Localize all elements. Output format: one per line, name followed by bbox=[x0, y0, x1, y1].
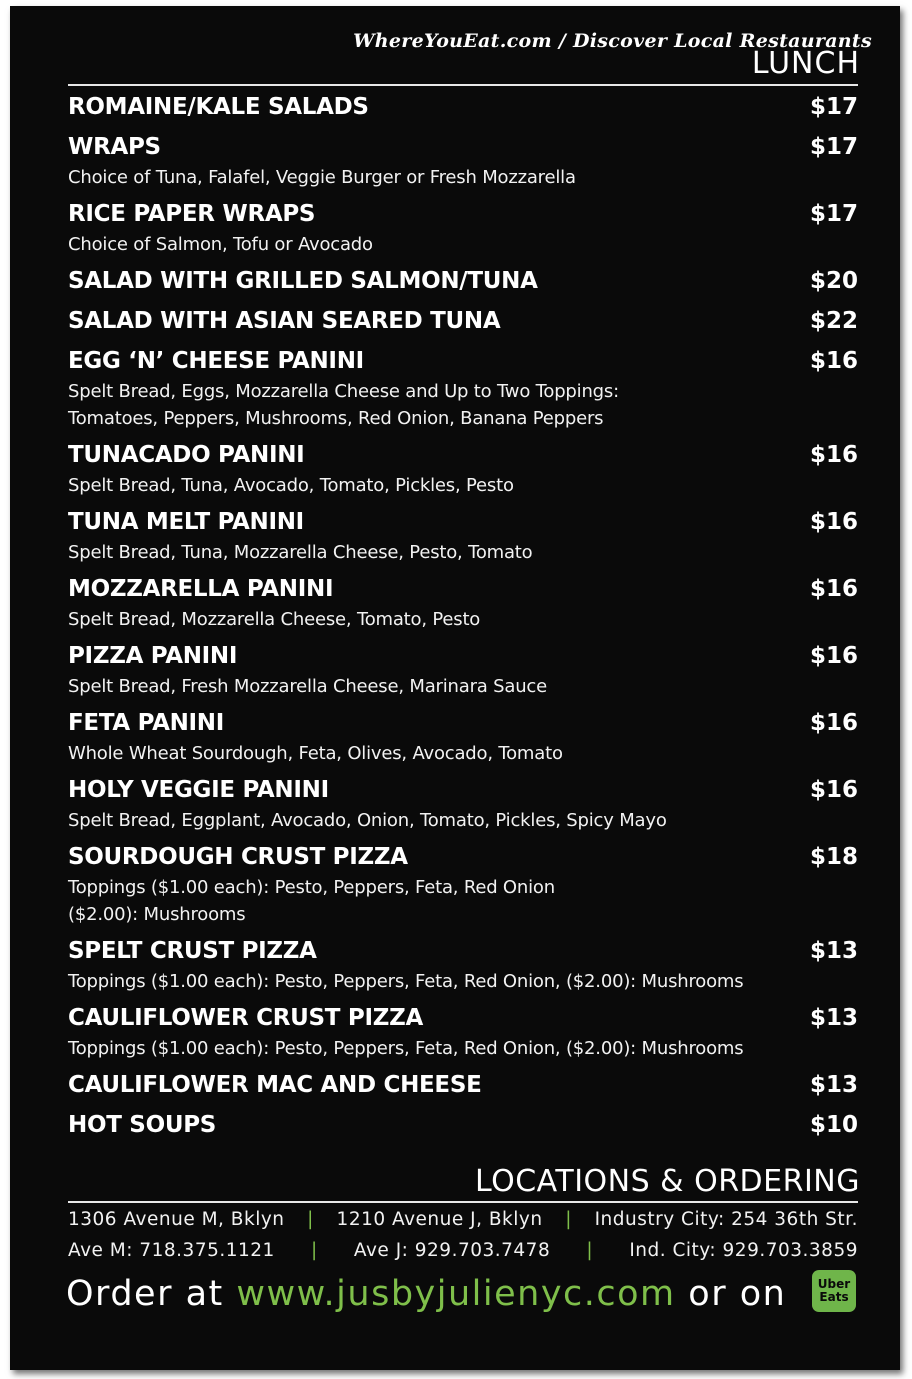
menu-item-description: Spelt Bread, Mozzarella Cheese, Tomato, Pesto bbox=[68, 609, 481, 630]
menu-item-price: $16 bbox=[809, 442, 858, 468]
menu-item bbox=[68, 840, 858, 928]
menu-item-description: Spelt Bread, Eggs, Mozzarella Cheese and Up to Two Toppings: bbox=[68, 381, 619, 402]
menu-item bbox=[68, 505, 858, 566]
eats-logo-text: Eats bbox=[819, 1290, 849, 1304]
menu-item-description: Tomatoes, Peppers, Mushrooms, Red Onion, Banana Peppers bbox=[68, 408, 604, 429]
menu-item bbox=[68, 130, 858, 191]
menu-item bbox=[68, 1108, 858, 1142]
menu-item-price: $18 bbox=[809, 844, 858, 870]
menu-item-price: $17 bbox=[809, 134, 858, 160]
menu-item bbox=[68, 773, 858, 834]
menu-item-description: Toppings ($1.00 each): Pesto, Peppers, Feta, Red Onion, ($2.00): Mushrooms bbox=[68, 1038, 744, 1059]
separator: | bbox=[586, 1240, 594, 1261]
menu-item-name: EGG ‘N’ CHEESE PANINI bbox=[68, 348, 364, 374]
address-ave-m: 1306 Avenue M, Bklyn bbox=[68, 1209, 285, 1230]
menu-item-description: ($2.00): Mushrooms bbox=[68, 904, 246, 925]
menu-item-name: RICE PAPER WRAPS bbox=[68, 201, 316, 227]
menu-items bbox=[68, 90, 858, 1148]
title-rule bbox=[68, 84, 858, 86]
menu-item-price: $16 bbox=[809, 710, 858, 736]
menu-item-price: $13 bbox=[809, 1005, 858, 1031]
locations-rule bbox=[68, 1201, 858, 1203]
menu-item-name: TUNACADO PANINI bbox=[68, 442, 305, 468]
menu-item bbox=[68, 304, 858, 338]
uber-logo-text: Uber bbox=[817, 1277, 851, 1291]
menu-item-name: WRAPS bbox=[68, 134, 161, 160]
menu-item-name: CAULIFLOWER MAC AND CHEESE bbox=[68, 1072, 482, 1098]
order-prefix: Order at bbox=[66, 1274, 237, 1314]
menu-item-name: PIZZA PANINI bbox=[68, 643, 238, 669]
order-url-link[interactable]: www.jusbyjulienyc.com bbox=[236, 1274, 676, 1314]
menu-page bbox=[10, 6, 900, 1370]
menu-item-name: SPELT CRUST PIZZA bbox=[68, 938, 317, 964]
menu-item-name: SALAD WITH GRILLED SALMON/TUNA bbox=[68, 268, 538, 294]
menu-item-name: HOT SOUPS bbox=[68, 1112, 217, 1138]
menu-item-name: ROMAINE/KALE SALADS bbox=[68, 94, 369, 120]
menu-item-description: Spelt Bread, Tuna, Avocado, Tomato, Pickles, Pesto bbox=[68, 475, 514, 496]
menu-item-price: $22 bbox=[809, 308, 858, 334]
menu-item bbox=[68, 264, 858, 298]
menu-item-description: Spelt Bread, Eggplant, Avocado, Onion, Tomato, Pickles, Spicy Mayo bbox=[68, 810, 667, 831]
menu-item bbox=[68, 572, 858, 633]
menu-item-price: $16 bbox=[809, 348, 858, 374]
section-title: LUNCH bbox=[751, 46, 860, 81]
menu-item-description: Toppings ($1.00 each): Pesto, Peppers, Feta, Red Onion, ($2.00): Mushrooms bbox=[68, 971, 744, 992]
menu-item-price: $16 bbox=[809, 509, 858, 535]
menu-item-price: $16 bbox=[809, 576, 858, 602]
menu-item-description: Spelt Bread, Fresh Mozzarella Cheese, Marinara Sauce bbox=[68, 676, 547, 697]
phones-line bbox=[68, 1240, 858, 1261]
separator: | bbox=[307, 1209, 314, 1230]
menu-item-description: Whole Wheat Sourdough, Feta, Olives, Avocado, Tomato bbox=[68, 743, 563, 764]
separator: | bbox=[311, 1240, 318, 1261]
phone-industry-city: Ind. City: 929.703.3859 bbox=[629, 1240, 858, 1261]
menu-item-price: $13 bbox=[809, 1072, 858, 1098]
locations-title: LOCATIONS & ORDERING bbox=[474, 1164, 860, 1199]
menu-item bbox=[68, 438, 858, 499]
menu-item-description: Toppings ($1.00 each): Pesto, Peppers, Feta, Red Onion bbox=[68, 877, 555, 898]
menu-item-name: MOZZARELLA PANINI bbox=[68, 576, 334, 602]
menu-item-price: $13 bbox=[809, 938, 858, 964]
menu-item-name: SOURDOUGH CRUST PIZZA bbox=[68, 844, 408, 870]
menu-item-name: SALAD WITH ASIAN SEARED TUNA bbox=[68, 308, 501, 334]
phone-ave-j: Ave J: 929.703.7478 bbox=[353, 1240, 551, 1261]
menu-item-price: $20 bbox=[809, 268, 858, 294]
menu-item-description: Choice of Tuna, Falafel, Veggie Burger or Fresh Mozzarella bbox=[68, 167, 576, 188]
menu-item-price: $16 bbox=[809, 643, 858, 669]
order-suffix: or on bbox=[675, 1274, 787, 1314]
addresses-line bbox=[68, 1209, 858, 1230]
separator: | bbox=[565, 1209, 572, 1230]
menu-item-description: Spelt Bread, Tuna, Mozzarella Cheese, Pesto, Tomato bbox=[68, 542, 533, 563]
menu-item-price: $16 bbox=[809, 777, 858, 803]
menu-item-price: $17 bbox=[809, 94, 858, 120]
menu-item-name: CAULIFLOWER CRUST PIZZA bbox=[68, 1005, 423, 1031]
menu-item bbox=[68, 1001, 858, 1062]
address-industry-city: Industry City: 254 36th Str. bbox=[594, 1209, 858, 1230]
menu-item bbox=[68, 344, 858, 432]
phone-ave-m: Ave M: 718.375.1121 bbox=[68, 1240, 275, 1261]
menu-item-price: $10 bbox=[809, 1112, 858, 1138]
menu-item-name: HOLY VEGGIE PANINI bbox=[68, 777, 329, 803]
menu-item-name: FETA PANINI bbox=[68, 710, 224, 736]
uber-eats-logo[interactable] bbox=[812, 1270, 856, 1312]
menu-item-description: Choice of Salmon, Tofu or Avocado bbox=[68, 234, 373, 255]
menu-item bbox=[68, 934, 858, 995]
menu-item bbox=[68, 197, 858, 258]
menu-item-name: TUNA MELT PANINI bbox=[68, 509, 304, 535]
address-ave-j: 1210 Avenue J, Bklyn bbox=[336, 1209, 543, 1230]
menu-item-price: $17 bbox=[809, 201, 858, 227]
menu-item bbox=[68, 90, 858, 124]
menu-item bbox=[68, 1068, 858, 1102]
menu-item bbox=[68, 639, 858, 700]
order-line bbox=[66, 1274, 786, 1314]
menu-item bbox=[68, 706, 858, 767]
watermark: WhereYouEat.com / Discover Local Restaurants bbox=[353, 30, 872, 52]
